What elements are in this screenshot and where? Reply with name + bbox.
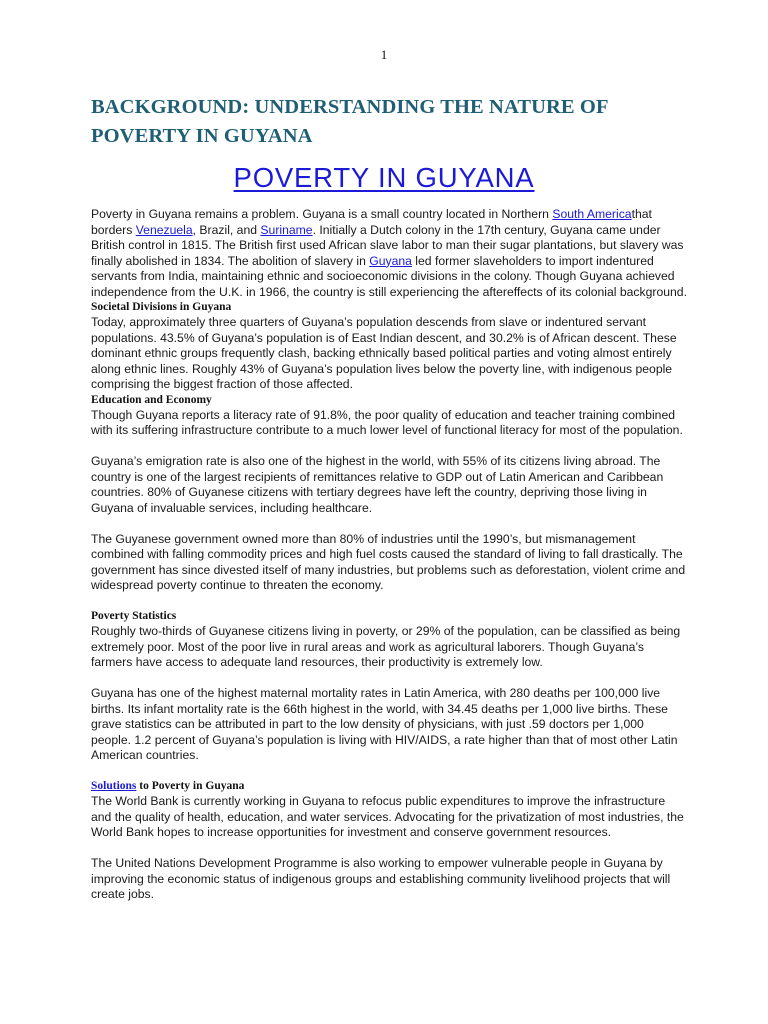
title-link[interactable]: POVERTY IN GUYANA xyxy=(233,162,535,193)
education-paragraph-3: The Guyanese government owned more than 80% of industries until the 1990’s, but mismanagement combined with falling commodity prices and high fuel costs caused the standard of living to fall drastically. The government has since divested itself of many industries, but problems such as deforestation, violent crime and widespread poverty continue to threaten the economy. xyxy=(91,531,686,592)
page-number: 1 xyxy=(380,47,388,62)
solutions-heading-rest: to Poverty in Guyana xyxy=(136,780,245,792)
societal-divisions-heading: Societal Divisions in Guyana xyxy=(91,301,232,313)
education-paragraph-1: Though Guyana reports a literacy rate of 91.8%, the poor quality of education and teacher training combined with its suffering infrastructure contribute to a much lower level of functional literacy for most of the population. xyxy=(91,407,683,437)
intro-text-2: that borders xyxy=(91,207,652,237)
solutions-link[interactable]: Solutions xyxy=(91,780,137,792)
venezuela-link[interactable]: Venezuela xyxy=(135,222,193,237)
statistics-paragraph-1: Roughly two-thirds of Guyanese citizens living in poverty, or 29% of the population, can be classified as being extremely poor. Most of the poor live in rural areas and work as agricultural laborers. Though Guyana’s farmers have access to adequate land resources, their productivity is extremely low. xyxy=(91,624,681,669)
solutions-paragraph-1: The World Bank is currently working in Guyana to refocus public expenditures to improve the infrastructure and the quality of health, education, and water services. Advocating for the privatization of most industries, the World Bank hopes to increase opportunities for investment and conserve government resources. xyxy=(91,794,684,839)
intro-text-3: , Brazil, and xyxy=(192,222,261,237)
page-title xyxy=(0,160,768,196)
solutions-heading xyxy=(91,779,687,794)
education-paragraph-2: Guyana’s emigration rate is also one of the highest in the world, with 55% of its citizens living abroad. The country is one of the largest recipients of remittances relative to GDP out of Latin American and Caribbean countries. 80% of Guyanese citizens with tertiary degrees have left the country, depriving those living in Guyana of invaluable services, including healthcare. xyxy=(91,454,664,515)
statistics-paragraph-2: Guyana has one of the highest maternal mortality rates in Latin America, with 280 deaths per 100,000 live births. Its infant mortality rate is the 66th highest in the world, with 34.45 deaths per 1,000 live births. These grave statistics can be attributed in part to the low density of physicians, with just .59 doctors per 1,000 people. 1.2 percent of Guyana’s population is living with HIV/AIDS, a rate higher than that of most other Latin American countries. xyxy=(91,686,678,762)
guyana-link[interactable]: Guyana xyxy=(369,253,412,268)
article-body xyxy=(91,207,687,903)
intro-paragraph xyxy=(91,207,687,300)
intro-text-4: . Initially a Dutch colony in the 17th century, Guyana came under British control in 1815. The British first used African slave labor to man their sugar plantations, but slavery was finally abolished in 1834. The abolition of slavery in xyxy=(91,222,684,268)
education-economy-heading: Education and Economy xyxy=(91,393,212,406)
intro-text-5: led former slaveholders to import indentured servants from India, maintaining ethnic and socioeconomic divisions in the colony. Though Guyana achieved independence from the U.K. in 1966, the country is still experiencing the aftereffects of its colonial background. xyxy=(91,253,687,299)
suriname-link[interactable]: Suriname xyxy=(260,222,313,237)
societal-divisions-paragraph: Today, approximately three quarters of Guyana’s population descends from slave or indentured servant populations. 43.5% of Guyana’s population is of East Indian descent, and 30.2% is of African descent. These dominant ethnic groups frequently clash, backing ethnically based political parties and voting almost entirely along ethnic lines. Roughly 43% of Guyana’s population lives below the poverty line, with indigenous people comprising the biggest fraction of those affected. xyxy=(91,315,677,391)
poverty-statistics-heading: Poverty Statistics xyxy=(91,610,177,622)
south-america-link[interactable]: South America xyxy=(552,207,632,221)
document-heading: BACKGROUND: UNDERSTANDING THE NATURE OF POVERTY IN GUYANA xyxy=(91,96,608,147)
intro-text-1: Poverty in Guyana remains a problem. Guyana is a small country located in Northern xyxy=(91,207,553,221)
solutions-paragraph-2: The United Nations Development Programme is also working to empower vulnerable people in Guyana by improving the economic status of indigenous groups and establishing community livelihood projects that will create jobs. xyxy=(91,856,671,901)
